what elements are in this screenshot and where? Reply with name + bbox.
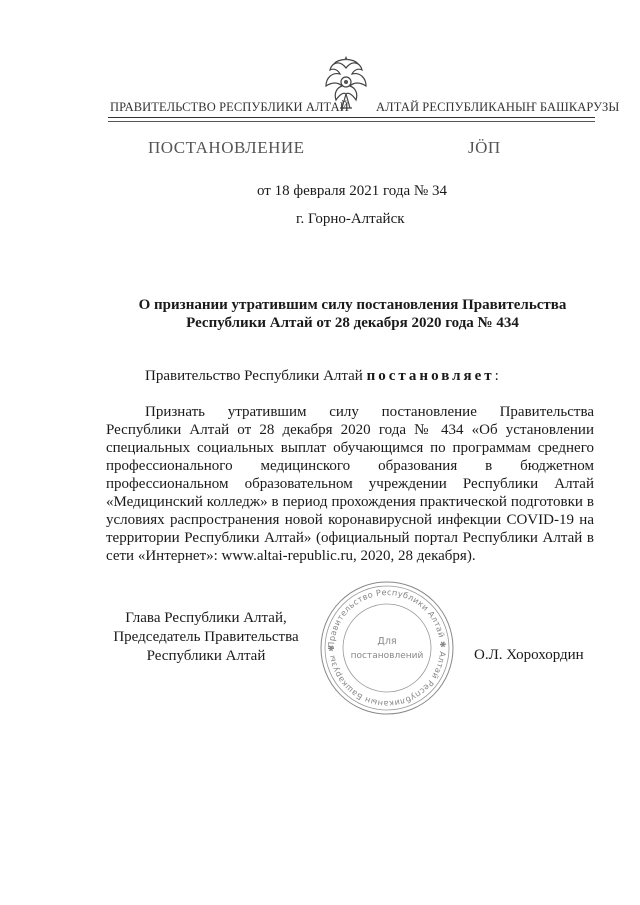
stamp-center-line1: Для xyxy=(377,636,397,647)
header-rule-thick xyxy=(108,117,595,118)
document-title: О признании утратившим силу постановления Правительства Республики Алтай от 28 декабря 2020 года № 434 xyxy=(138,297,567,331)
header-rule-thin xyxy=(108,121,595,122)
header-org-name-alt: АЛТАЙ РЕСПУБЛИКАНЫҤ БАШКАРУЗЫ xyxy=(376,100,620,114)
header-org-name-ru: ПРАВИТЕЛЬСТВО РЕСПУБЛИКИ АЛТАЙ xyxy=(110,100,349,114)
document-city: г. Горно-Алтайск xyxy=(296,211,405,227)
signatory-position-line: Председатель Правительства xyxy=(113,629,299,645)
stamp-ring-text: Правительство Республики Алтай ✱ Алтай Республиканын Башкарузы ✱ xyxy=(325,586,449,710)
official-stamp xyxy=(319,580,455,716)
signatory-name: О.Л. Хорохордин xyxy=(474,647,584,663)
doc-type-ru: ПОСТАНОВЛЕНИЕ xyxy=(148,138,305,157)
signatory-position xyxy=(106,609,306,666)
resolution-lead xyxy=(145,368,499,385)
signatory-position-line: Глава Республики Алтай, xyxy=(125,610,287,626)
document-date-number: от 18 февраля 2021 года № 34 xyxy=(257,183,447,199)
svg-text:Правительство Республики Алтай xyxy=(326,587,448,709)
signatory-position-line: Республики Алтай xyxy=(146,648,266,664)
lead-action: постановляет xyxy=(366,368,495,384)
resolution-body: Признать утратившим силу постановление Правительства Республики Алтай от 28 декабря 2020 года № 434 «Об установлении специальных социальных выплат обучающимся по программам среднего профессионального медицинского образования в бюджетном профессиональном образовательном учреждении Республики Алтай «Медицинский колледж» в период прохождения практической подготовки в условиях распространения новой коронавирусной инфекции COVID-19 на территории Республики Алтай» (официальный портал Республики Алтай в сети «Интернет»: www.altai-republic.ru, 2020, 28 декабря). xyxy=(106,404,594,564)
lead-suffix: : xyxy=(494,368,499,384)
stamp-center-line2: постановлений xyxy=(350,651,424,661)
lead-prefix: Правительство Республики Алтай xyxy=(145,368,363,384)
doc-type-alt: ЈӦП xyxy=(468,138,501,157)
